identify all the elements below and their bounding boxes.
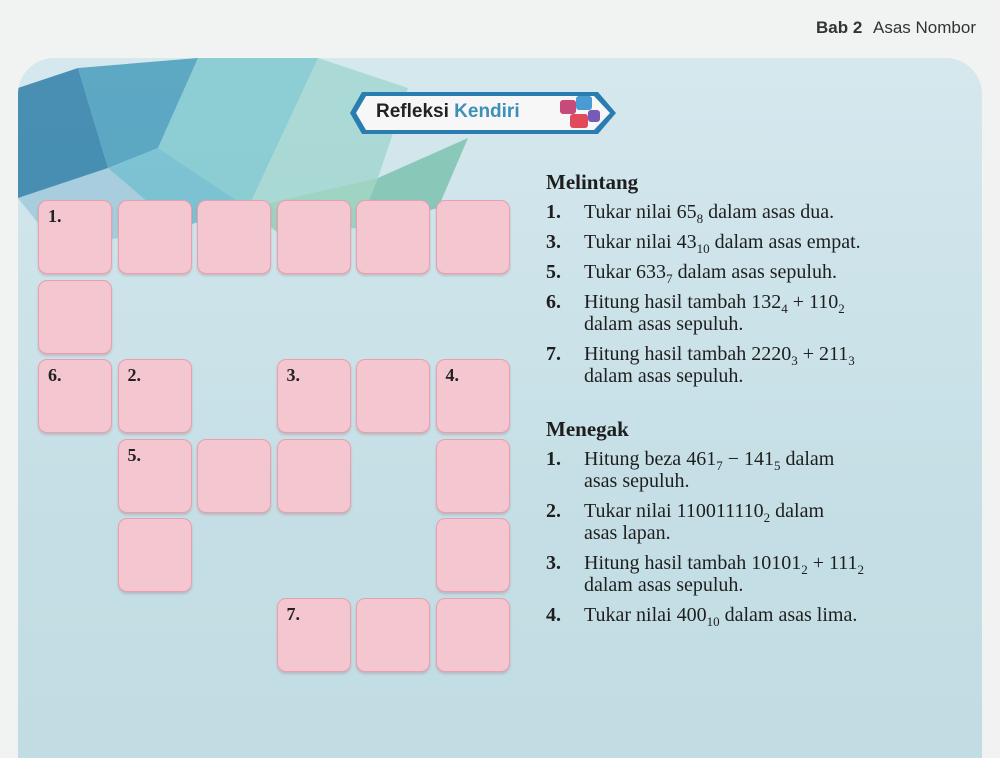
base-subscript: 8: [696, 211, 704, 226]
crossword-cell[interactable]: [118, 439, 192, 513]
clue-text: Hitung hasil tambah 132: [584, 291, 782, 313]
clue-number: 3.: [546, 552, 561, 574]
menegak-title: Menegak: [546, 417, 629, 441]
clue-number: 1.: [546, 448, 561, 470]
clue-text: asas sepuluh.: [584, 470, 690, 492]
clue-text: − 141: [722, 448, 774, 470]
clue-text: dalam asas dua.: [703, 201, 835, 223]
puzzle-pieces-icon: [548, 90, 608, 136]
clue-text: Tukar nilai 65: [584, 201, 697, 223]
base-subscript: 7: [666, 271, 673, 286]
menegak-clue: [546, 448, 982, 492]
clue-text: + 111: [807, 552, 858, 574]
crossword-cell[interactable]: [118, 200, 192, 274]
crossword-cell[interactable]: [197, 439, 271, 513]
crossword-cell[interactable]: [118, 359, 192, 433]
crossword-cell[interactable]: [38, 359, 112, 433]
melintang-clue: [546, 201, 982, 226]
clue-text: dalam asas lima.: [719, 604, 858, 626]
clue-number: 4.: [546, 604, 561, 626]
crossword-cell[interactable]: [277, 200, 351, 274]
base-subscript: 3: [848, 353, 855, 368]
clue-number: 7.: [546, 343, 561, 365]
clue-number: 2.: [546, 500, 561, 522]
base-subscript: 5: [773, 458, 781, 473]
clue-text: Hitung beza 461: [584, 448, 717, 470]
clue-text: dalam asas sepuluh.: [672, 261, 837, 283]
clue-text: Tukar 633: [584, 261, 667, 283]
clue-text: Tukar nilai 400: [584, 604, 707, 626]
crossword-cell[interactable]: [436, 200, 510, 274]
clue-number: 1.: [546, 201, 561, 223]
cell-number: 7.: [286, 603, 300, 624]
crossword-cell[interactable]: [277, 439, 351, 513]
base-subscript: 2: [857, 562, 864, 577]
crossword-cell[interactable]: [436, 359, 510, 433]
page-header: [816, 18, 976, 38]
cell-number: 1.: [48, 206, 62, 226]
crossword-cell[interactable]: [436, 518, 510, 592]
melintang-clue: [546, 231, 982, 256]
menegak-clue: [546, 552, 982, 596]
crossword-cell[interactable]: [38, 280, 112, 354]
base-subscript: 3: [791, 353, 798, 368]
base-subscript: 2: [763, 510, 771, 525]
cell-number: 2.: [127, 365, 141, 385]
clue-list: [546, 170, 982, 634]
cell-number: 4.: [445, 365, 459, 385]
clue-text: asas lapan.: [584, 522, 671, 544]
clue-text: Hitung hasil tambah 10101: [584, 552, 802, 574]
clue-text: dalam asas sepuluh.: [584, 574, 744, 596]
base-subscript: 2: [838, 301, 845, 316]
cell-number: 3.: [286, 365, 300, 385]
crossword-cell[interactable]: [436, 598, 510, 672]
clue-text: dalam asas empat.: [709, 231, 861, 253]
clue-text: Tukar nilai 43: [584, 231, 697, 253]
melintang-clues: [546, 201, 982, 387]
base-subscript: 10: [706, 614, 720, 629]
crossword-cell[interactable]: [118, 518, 192, 592]
melintang-clue: [546, 261, 982, 286]
base-subscript: 4: [781, 301, 788, 316]
crossword-cell[interactable]: [197, 200, 271, 274]
chapter-title: Asas Nombor: [873, 18, 976, 37]
banner-word-refleksi: Refleksi: [376, 101, 449, 122]
base-subscript: 10: [696, 241, 710, 256]
crossword-cell[interactable]: [277, 598, 351, 672]
clue-text: Tukar nilai 110011110: [584, 500, 764, 522]
cell-number: 5.: [127, 444, 141, 465]
banner-word-kendiri: Kendiri: [454, 101, 520, 122]
chapter-number: Bab 2: [815, 18, 863, 37]
base-subscript: 2: [801, 562, 808, 577]
activity-panel: [18, 58, 982, 758]
clue-number: 5.: [546, 261, 561, 283]
clue-text: + 211: [797, 343, 849, 365]
refleksi-kendiri-banner: [348, 90, 630, 136]
clue-text: dalam asas sepuluh.: [584, 365, 744, 387]
melintang-clue: [546, 291, 982, 335]
clue-text: dalam: [780, 448, 835, 470]
menegak-clues: [546, 448, 982, 629]
crossword-cell[interactable]: [356, 359, 430, 433]
crossword-cell[interactable]: [356, 200, 430, 274]
clue-text: Hitung hasil tambah 2220: [584, 343, 792, 365]
melintang-title: Melintang: [546, 170, 639, 194]
clue-number: 3.: [546, 231, 561, 253]
clue-number: 6.: [546, 291, 561, 313]
base-subscript: 7: [716, 458, 723, 473]
menegak-clue: [546, 500, 982, 544]
cell-number: 6.: [48, 365, 62, 385]
crossword-cell[interactable]: [436, 439, 510, 513]
crossword-cell[interactable]: [356, 598, 430, 672]
clue-text: dalam asas sepuluh.: [584, 313, 744, 335]
banner-title: [376, 101, 520, 123]
clue-text: dalam: [770, 500, 825, 522]
crossword-cell[interactable]: [277, 359, 351, 433]
clue-text: + 110: [787, 291, 839, 313]
crossword-cell[interactable]: [38, 200, 112, 274]
menegak-clue: [546, 604, 982, 629]
melintang-clue: [546, 343, 982, 387]
